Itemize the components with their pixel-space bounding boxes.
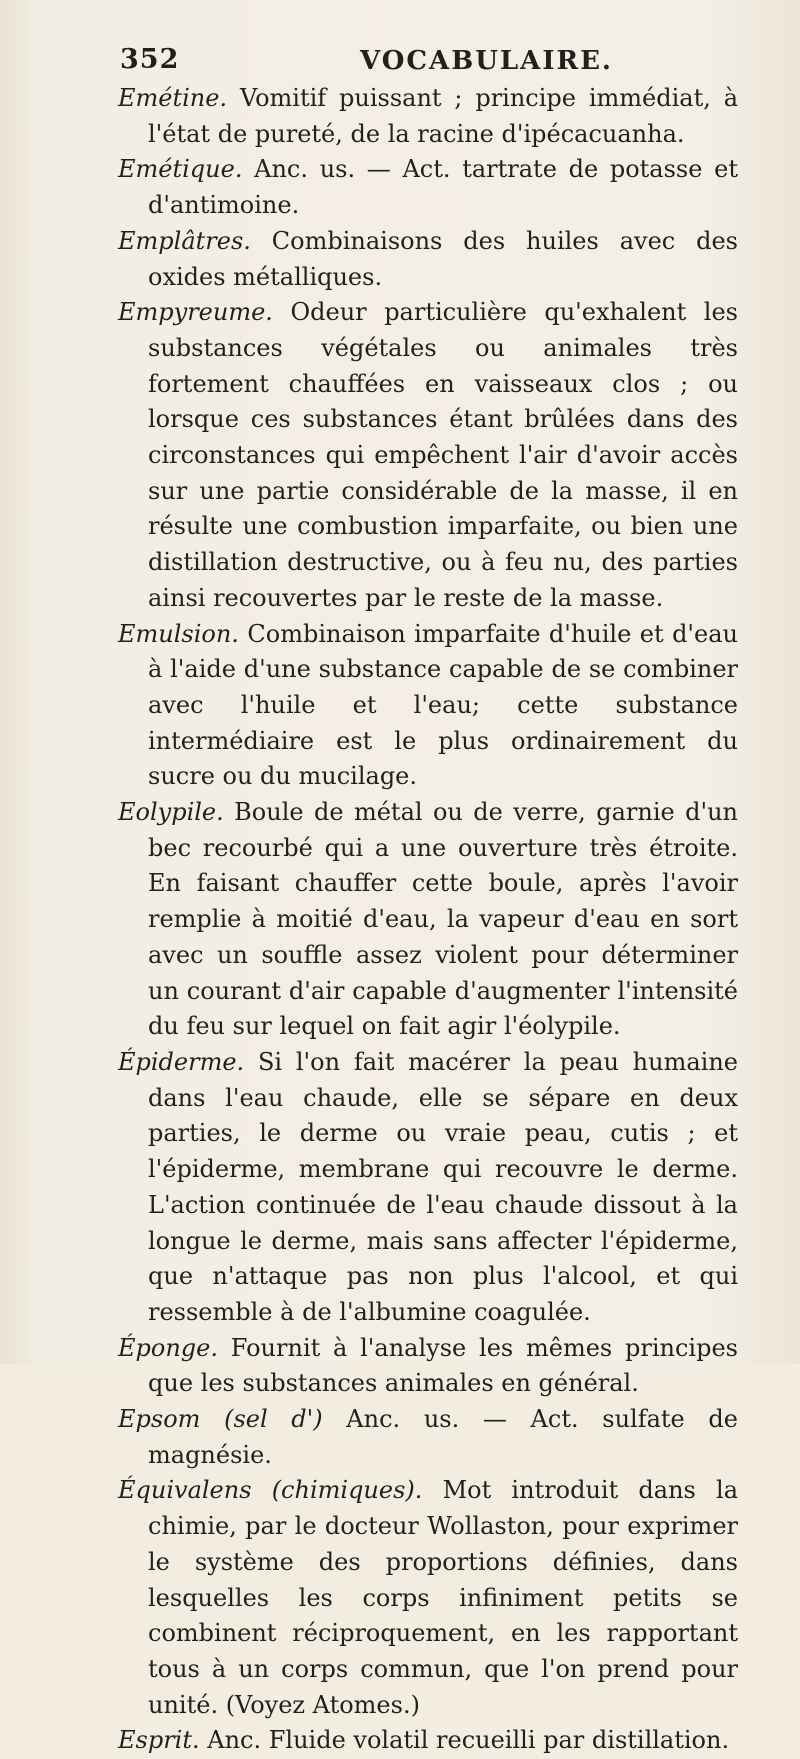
entry-definition: Odeur particulière qu'exhalent les substances végétales ou animales très fortement chauffées en vaisseaux clos ; ou lorsque ces substances étant brûlées dans des circonstances qui empêchent l'air d'avoir accès sur une partie considérable de la masse, il en résulte une combustion imparfaite, ou bien une distillation destructive, ou à feu nu, des parties ainsi recouvertes par le reste de la masse. bbox=[148, 298, 738, 612]
entry-definition: Si l'on fait macérer la peau humaine dans l'eau chaude, elle se sépare en deux parties, le derme ou vraie peau, cutis ; et l'épiderme, membrane qui recouvre le derme. L'action continuée de l'eau chaude dissout à la longue le derme, mais sans affecter l'épiderme, que n'attaque pas non plus l'alcool, et qui ressemble à de l'albumine coagulée. bbox=[148, 1047, 738, 1326]
entry-term: Emétique. bbox=[118, 155, 243, 184]
entry-definition: Combinaisons des huiles avec des oxides métalliques. bbox=[148, 226, 738, 291]
entry-term: Emplâtres. bbox=[118, 226, 251, 255]
entry-emetine bbox=[118, 81, 738, 152]
entry-term: Empyreume. bbox=[118, 298, 273, 327]
entry-epiderme bbox=[118, 1045, 738, 1331]
entry-term: Eolypile. bbox=[118, 798, 224, 827]
entry-term: Éponge. bbox=[118, 1333, 218, 1362]
entry-definition: Mot introduit dans la chimie, par le docteur Wollaston, pour exprimer le système des proportions définies, dans lesquelles les corps infiniment petits se combinent réciproquement, en les rapportant tous à un corps commun, que l'on prend pour unité. (Voyez Atomes.) bbox=[148, 1476, 738, 1719]
entry-equivalens bbox=[118, 1473, 738, 1723]
entry-definition: Anc. Fluide volatil recueilli par distillation. bbox=[199, 1726, 730, 1755]
entry-term: Esprit. bbox=[118, 1726, 200, 1755]
glossary-entries bbox=[118, 81, 738, 1759]
entry-definition: Fournit à l'analyse les mêmes principes que les substances animales en général. bbox=[148, 1333, 738, 1398]
page-header bbox=[120, 44, 740, 84]
entry-emetique bbox=[118, 152, 738, 223]
entry-eolypile bbox=[118, 795, 738, 1045]
entry-term: Équivalens (chimiques). bbox=[118, 1476, 423, 1505]
entry-definition: Anc. us. — Act. tartrate de potasse et d'antimoine. bbox=[148, 155, 738, 220]
entry-emulsion bbox=[118, 617, 738, 796]
entry-epsom bbox=[118, 1402, 738, 1473]
entry-term: Emulsion. bbox=[118, 619, 239, 648]
entry-definition: Combinaison imparfaite d'huile et d'eau à l'aide d'une substance capable de se combiner avec l'huile et l'eau; cette substance intermédiaire est le plus ordinairement du sucre ou du mucilage. bbox=[148, 619, 738, 791]
entry-term: Emétine. bbox=[118, 84, 228, 112]
entry-eponge bbox=[118, 1331, 738, 1402]
entry-definition: Boule de métal ou de verre, garnie d'un bec recourbé qui a une ouverture très étroite. En faisant chauffer cette boule, après l'avoir remplie à moitié d'eau, la vapeur d'eau en sort avec un souffle assez violent pour déterminer un courant d'air capable d'augmenter l'intensité du feu sur lequel on fait agir l'éolypile. bbox=[148, 798, 738, 1041]
entry-esprit bbox=[118, 1723, 738, 1759]
entry-term: Épiderme. bbox=[118, 1047, 245, 1076]
running-title: VOCABULAIRE. bbox=[360, 46, 613, 76]
entry-term: Epsom (sel d') bbox=[118, 1405, 323, 1434]
page-number: 352 bbox=[120, 44, 180, 75]
entry-empyreume bbox=[118, 295, 738, 616]
entry-definition: Vomitif puissant ; principe immédiat, à l'état de pureté, de la racine d'ipécacuanha. bbox=[148, 84, 738, 148]
entry-definition: Anc. us. — Act. sulfate de magnésie. bbox=[148, 1405, 738, 1469]
entry-emplatres bbox=[118, 224, 738, 295]
